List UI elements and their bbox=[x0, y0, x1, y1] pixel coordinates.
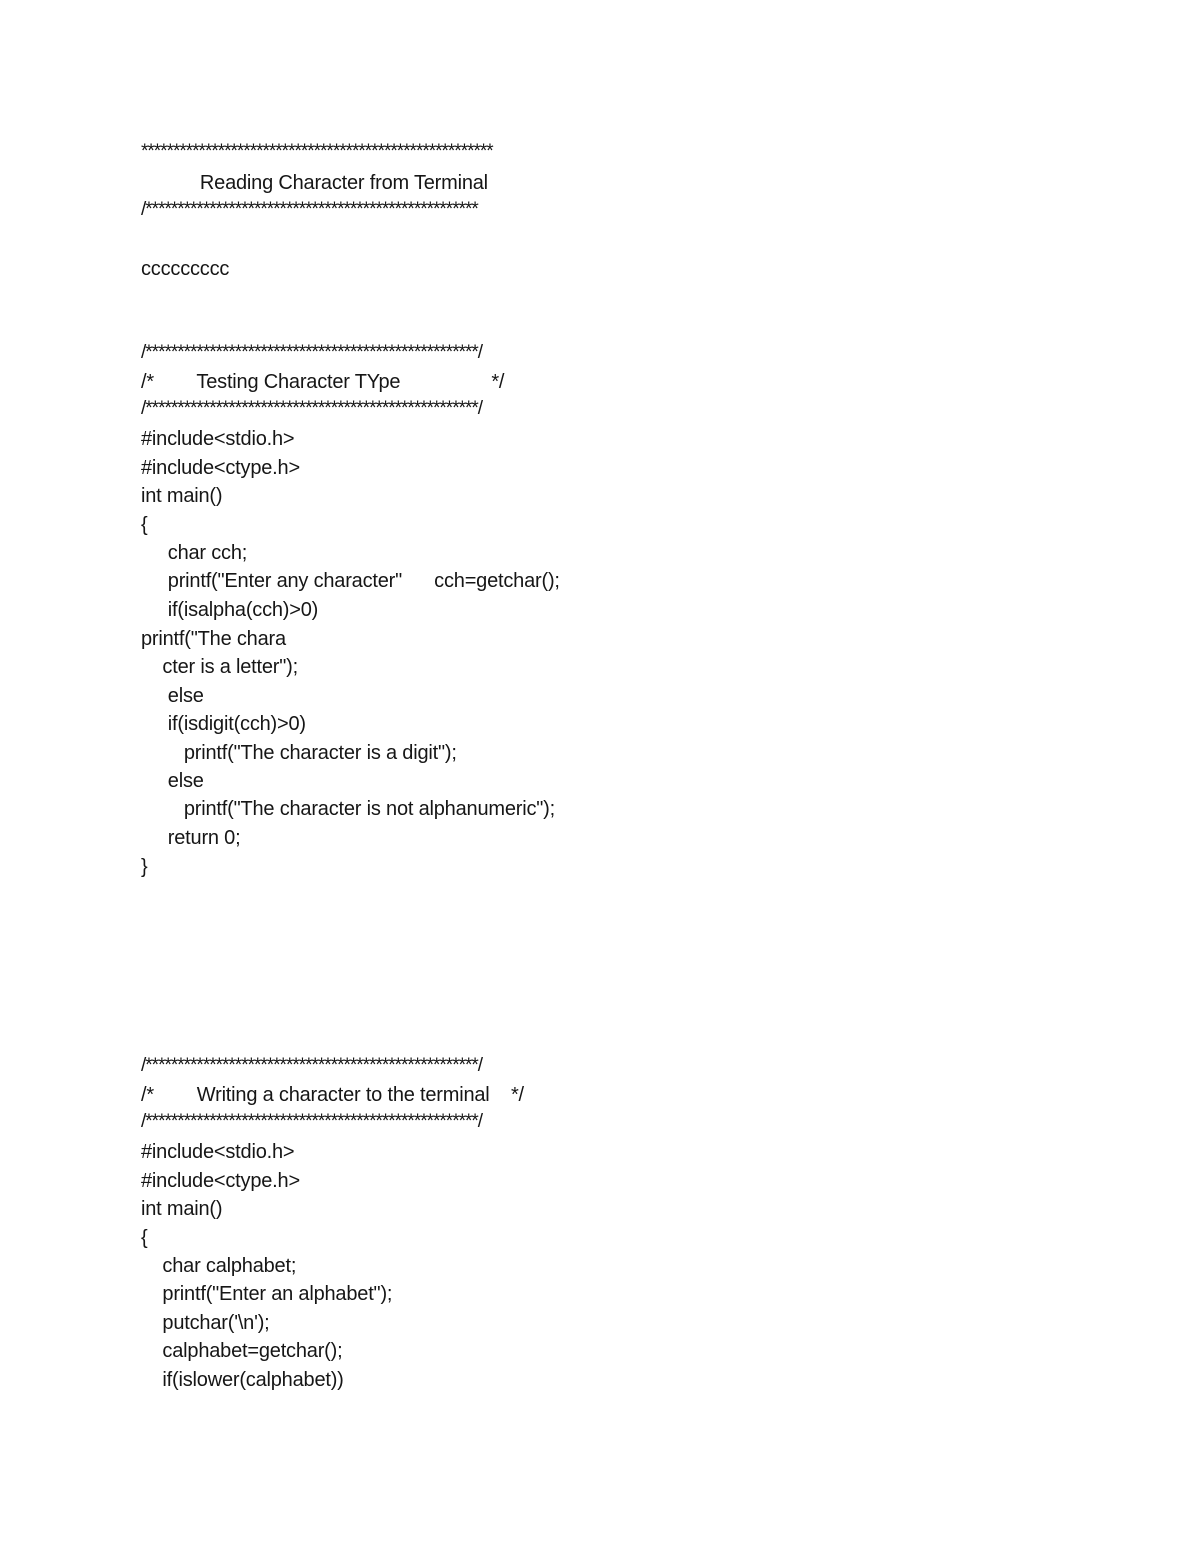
section2-comment: /* Writing a character to the terminal */ bbox=[141, 1084, 524, 1106]
header-filler-text: ccccccccc bbox=[141, 258, 230, 280]
code-line: char cch; bbox=[141, 542, 248, 564]
code-line: if(isdigit(cch)>0) bbox=[141, 713, 306, 735]
header-border-top: ******************************************************* bbox=[141, 141, 493, 162]
code-line: if(isalpha(cch)>0) bbox=[141, 599, 319, 621]
code-line: printf("The chara bbox=[141, 628, 286, 650]
code-line: return 0; bbox=[141, 827, 241, 849]
code-line: printf("The character is not alphanumeric"); bbox=[141, 798, 555, 820]
section2-border-top: /****************************************************/ bbox=[141, 1055, 483, 1076]
code-line: printf("The character is a digit"); bbox=[141, 742, 457, 764]
code-line: char calphabet; bbox=[141, 1255, 297, 1277]
code-line: #include<ctype.h> bbox=[141, 1170, 300, 1192]
code-line: } bbox=[141, 856, 148, 878]
code-line: int main() bbox=[141, 485, 223, 507]
section1-border-bottom: /****************************************************/ bbox=[141, 398, 483, 419]
code-line: int main() bbox=[141, 1198, 223, 1220]
code-line: calphabet=getchar(); bbox=[141, 1340, 343, 1362]
code-line: if(islower(calphabet)) bbox=[141, 1369, 344, 1391]
code-line: printf("Enter an alphabet"); bbox=[141, 1283, 393, 1305]
code-line: cter is a letter"); bbox=[141, 656, 298, 678]
header-border-bottom: /**************************************************** bbox=[141, 199, 478, 220]
code-line: #include<stdio.h> bbox=[141, 1141, 295, 1163]
code-line: else bbox=[141, 770, 204, 792]
code-line: #include<stdio.h> bbox=[141, 428, 295, 450]
code-line: putchar('\n'); bbox=[141, 1312, 270, 1334]
code-line: { bbox=[141, 514, 148, 536]
code-line: else bbox=[141, 685, 204, 707]
header-title: Reading Character from Terminal bbox=[141, 172, 488, 194]
section2-border-bottom: /****************************************************/ bbox=[141, 1111, 483, 1132]
section1-border-top: /****************************************************/ bbox=[141, 342, 483, 363]
code-line: #include<ctype.h> bbox=[141, 457, 300, 479]
code-line: { bbox=[141, 1227, 148, 1249]
section1-comment: /* Testing Character TYpe */ bbox=[141, 371, 505, 393]
code-line: printf("Enter any character" cch=getchar(); bbox=[141, 570, 560, 592]
